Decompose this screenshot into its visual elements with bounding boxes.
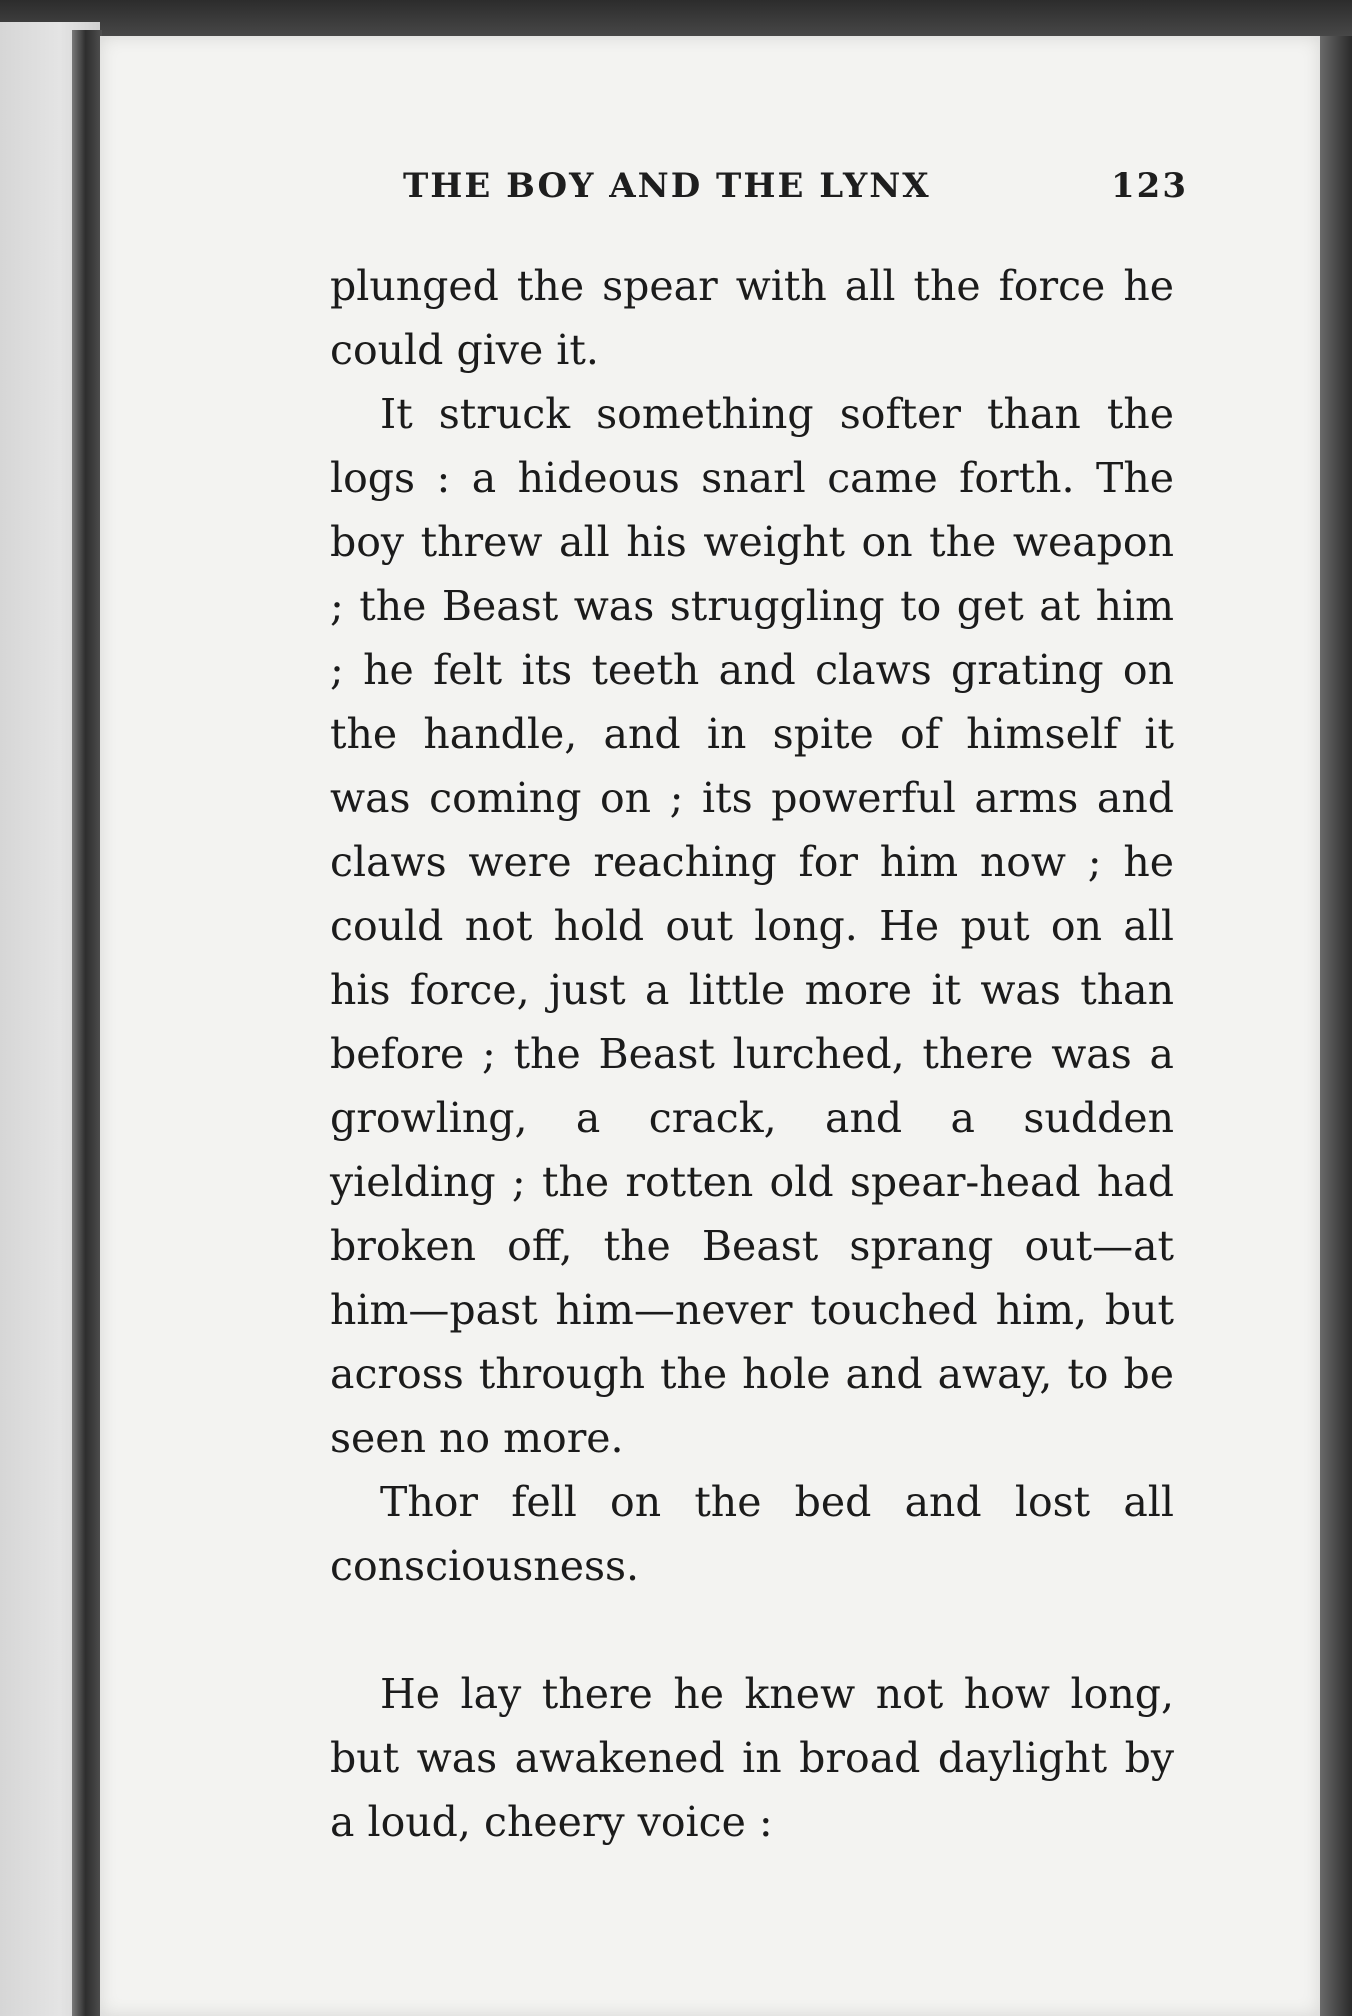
paragraph: It struck something softer than the logs : a hideous snarl came forth. The boy threw all his weight on the weapon ; the Beast was struggling to get at him ; he felt its teeth and claws grating on the handle, and in spite of himself it was coming on ; its powerful arms and claws were reaching for him now ; he could not hold out long. He put on all his force, just a little more it was than before ; the Beast lurched, there was a growling, a crack, and a sudden yielding ; the rotten old spear-head had broken off, the Beast sprang out—at him—past him—never touched him, but across through the hole and away, to be seen no more. <box>330 390 1174 1462</box>
paragraph: He lay there he knew not how long, but was awakened in broad daylight by a loud, cheery voice : <box>330 1670 1174 1846</box>
paragraph-continued: plunged the spear with all the force he could give it. <box>330 262 1174 374</box>
page-right-edge <box>1320 36 1352 2016</box>
page-number: 123 <box>1111 166 1188 206</box>
book-cover-edge <box>0 0 1352 40</box>
running-title: THE BOY AND THE LYNX <box>403 166 931 206</box>
paragraph: Thor fell on the bed and lost all consciousness. <box>330 1478 1174 1590</box>
book-gutter <box>72 30 102 2016</box>
body-text <box>330 254 1174 1854</box>
section-break <box>330 1598 1174 1662</box>
